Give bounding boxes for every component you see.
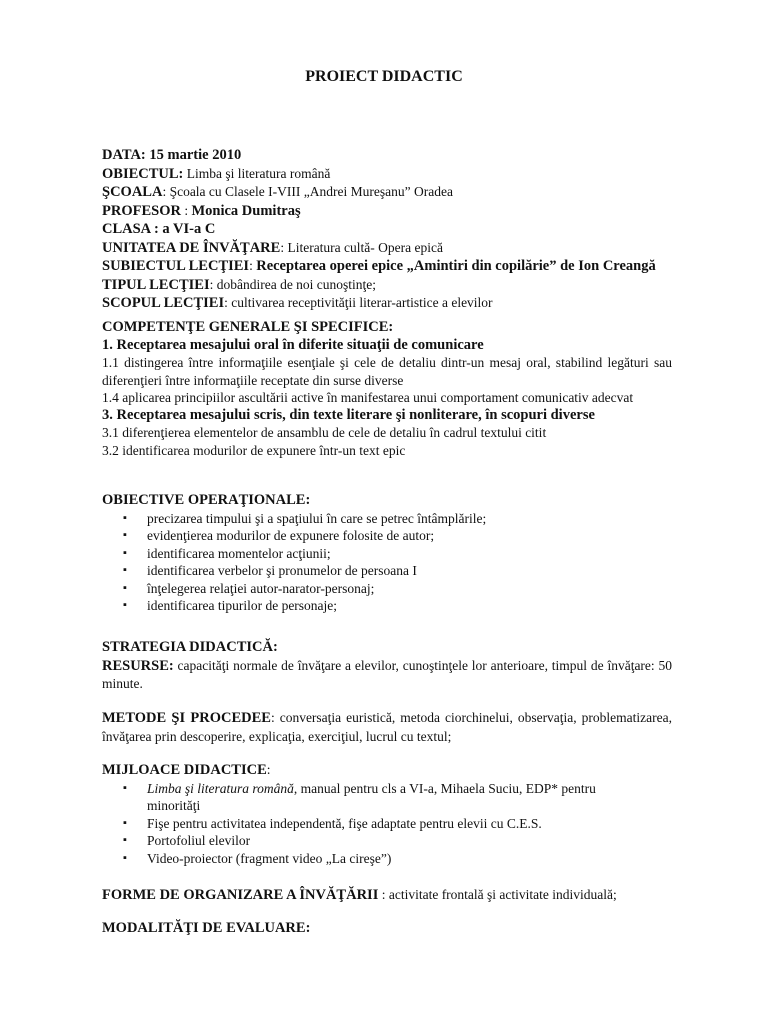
resources-paragraph: RESURSE: capacităţi normale de învăţare a elevilor, cunoştinţele lor anterioare, timpul de învăţare: 50 minute.	[102, 657, 672, 691]
header-lesson-subject: SUBIECTUL LECŢIEI: Receptarea operei epice „Amintiri din copilărie” de Ion Creangă	[102, 258, 656, 274]
evaluation-heading: MODALITĂŢI DE EVALUARE:	[102, 920, 311, 936]
methods-paragraph: METODE ŞI PROCEDEE: conversaţia euristică, metoda ciorchinelui, observaţia, problematizarea, învăţarea prin descoperire, explicaţia, exerciţiul, lucrul cu textul;	[102, 710, 672, 744]
list-item: ▪ precizarea timpului şi a spaţiului în care se petrec întâmplările;	[102, 510, 672, 528]
list-item: ▪ Fişe pentru activitatea independentă, fişe adaptate pentru elevii cu C.E.S.	[102, 815, 672, 833]
organization-forms-line: FORME DE ORGANIZARE A ÎNVĂŢĂRII : activitate frontală şi activitate individuală;	[102, 887, 617, 903]
means-list	[102, 780, 672, 868]
list-item: ▪ evidenţierea modurilor de expunere folosite de autor;	[102, 527, 672, 545]
objectives-section	[102, 492, 672, 615]
objectives-list	[102, 510, 672, 615]
competency-3-title: 3. Receptarea mesajului scris, din texte literare şi nonliterare, în scopuri diverse	[102, 406, 595, 423]
competencies-section	[102, 319, 672, 459]
list-item: ▪ Limba şi literatura română, manual pentru cls a VI-a, Mihaela Suciu, EDP* pentru minorităţi	[102, 780, 672, 815]
list-item: ▪ Portofoliul elevilor	[102, 832, 672, 850]
methods-section	[102, 709, 672, 745]
header-subject: OBIECTUL: Limba şi literatura română	[102, 165, 331, 182]
header-class: CLASA : a VI-a C	[102, 221, 216, 237]
competency-1-title: 1. Receptarea mesajului oral în diferite situaţii de comunicare	[102, 336, 484, 353]
header-school: ŞCOALA: Şcoala cu Clasele I-VIII „Andrei Mureşanu” Oradea	[102, 184, 453, 200]
means-heading: MIJLOACE DIDACTICE:	[102, 762, 271, 778]
organization-forms-section	[102, 886, 672, 905]
competency-3-1: 3.1 diferenţierea elementelor de ansamblu de cele de detaliu în cadrul textului citit	[102, 425, 547, 440]
strategy-heading: STRATEGIA DIDACTICĂ:	[102, 639, 278, 655]
competency-1-4: 1.4 aplicarea principiilor ascultării active în manifestarea unui comportament comunicativ adecvat	[102, 390, 634, 405]
list-item: ▪ identificarea verbelor şi pronumelor de persoana I	[102, 562, 672, 580]
list-item: ▪ identificarea tipurilor de personaje;	[102, 597, 672, 615]
means-section	[102, 761, 672, 867]
strategy-section	[102, 639, 672, 693]
header-info	[102, 146, 672, 313]
competency-1-1: 1.1 distingerea între informaţiile esenţiale şi cele de detaliu dintr-un mesaj oral, stabilind legături sau diferenţieri între informaţiile receptate din surse diverse	[102, 355, 672, 388]
header-date: DATA: 15 martie 2010	[102, 147, 242, 163]
competency-3-2: 3.2 identificarea modurilor de expunere într-un text epic	[102, 442, 406, 458]
document-title: PROIECT DIDACTIC	[305, 68, 463, 85]
list-item: ▪ identificarea momentelor acţiunii;	[102, 545, 672, 563]
competencies-heading: COMPETENŢE GENERALE ŞI SPECIFICE:	[102, 319, 394, 335]
evaluation-section	[102, 920, 672, 938]
list-item: ▪ Video-proiector (fragment video „La cireşe”)	[102, 850, 672, 868]
header-teacher: PROFESOR : Monica Dumitraş	[102, 202, 301, 219]
objectives-heading: OBIECTIVE OPERAŢIONALE:	[102, 492, 311, 508]
header-unit: UNITATEA DE ÎNVĂŢARE: Literatura cultă- Opera epică	[102, 239, 443, 256]
header-lesson-type: TIPUL LECŢIEI: dobândirea de noi cunoştinţe;	[102, 276, 377, 293]
list-item: ▪ înţelegerea relaţiei autor-narator-personaj;	[102, 580, 672, 598]
header-lesson-purpose: SCOPUL LECŢIEI: cultivarea receptivităţii literar-artistice a elevilor	[102, 295, 493, 311]
